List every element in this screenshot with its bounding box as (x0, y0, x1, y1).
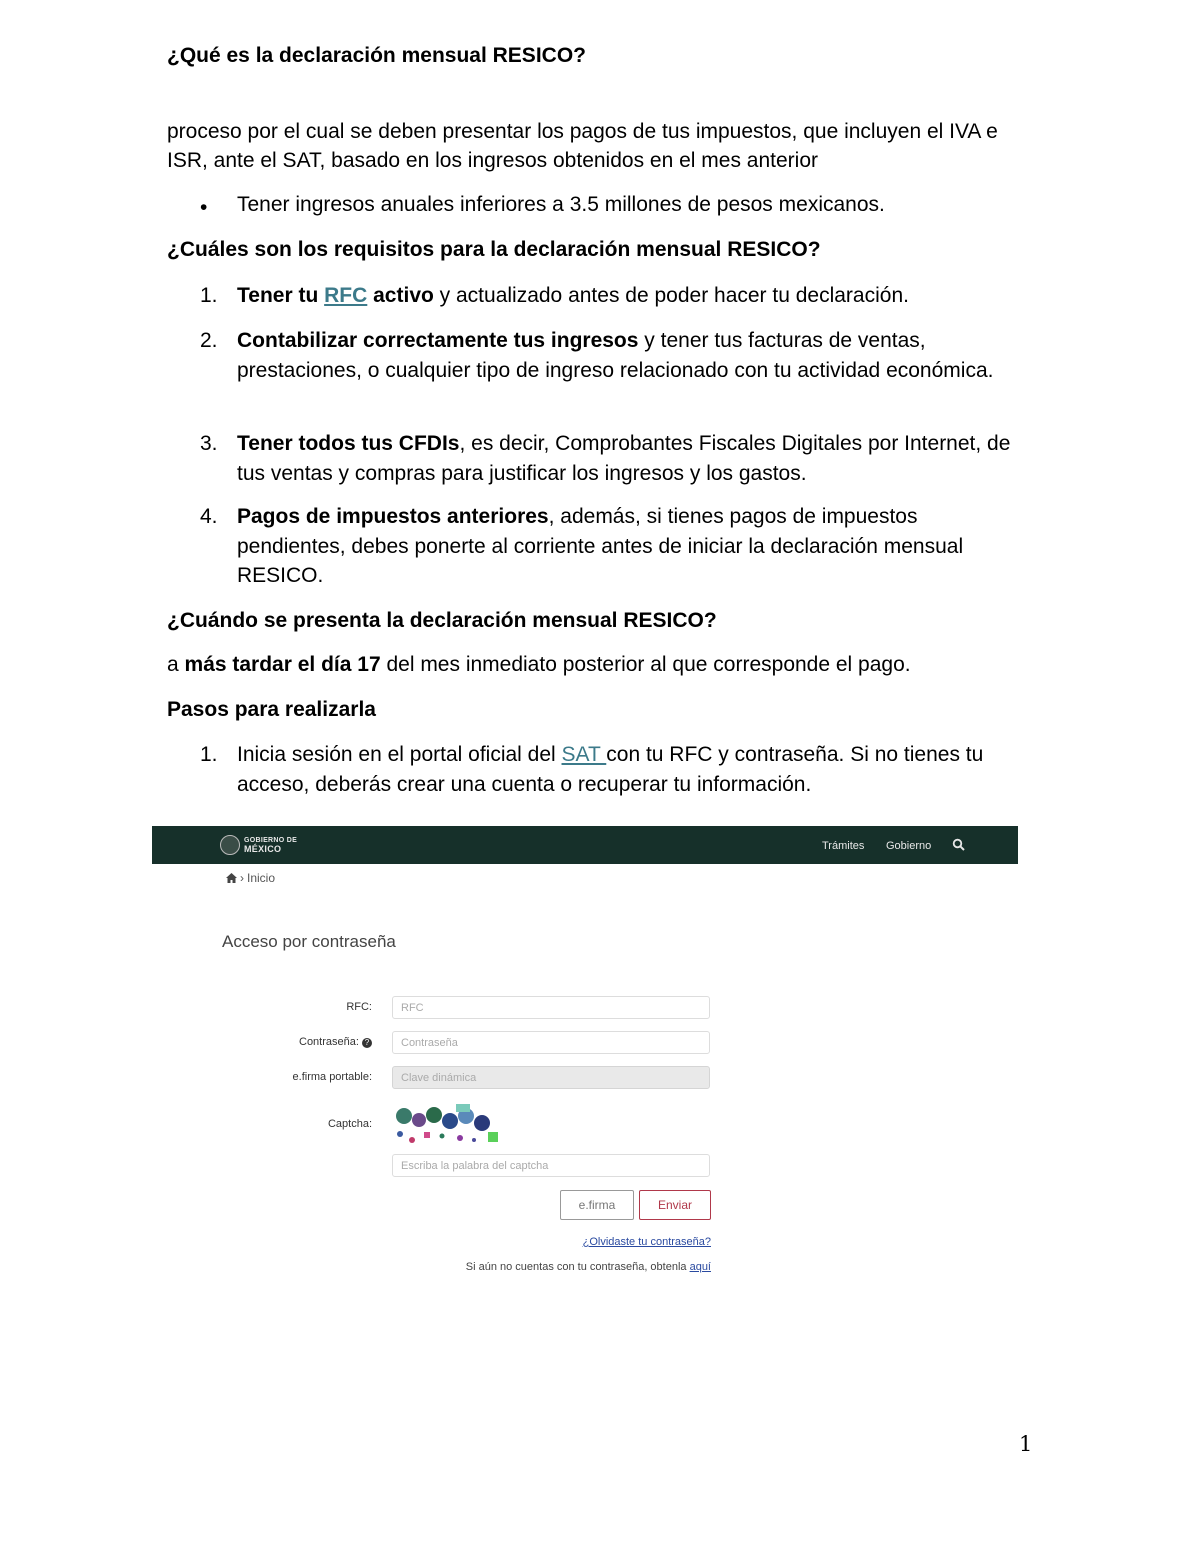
captcha-label: Captcha: (327, 1118, 372, 1130)
requirement-text: , además, si tienes pagos de impuestos pendientes, debes ponerte al corriente antes de iniciar la declaración mensual RESICO. (237, 505, 964, 587)
password-input[interactable]: Contraseña (392, 1031, 710, 1054)
login-title: Acceso por contraseña (222, 932, 396, 951)
requirement-bold: Pagos de impuestos anteriores (237, 505, 549, 528)
when-pre: a (167, 653, 185, 676)
when-rest: del mes inmediato posterior al que corresponde el pago. (380, 653, 911, 676)
list-number: 3. (200, 432, 218, 455)
logo-line1: GOBIERNO DE (244, 837, 298, 844)
rfc-input[interactable]: RFC (392, 996, 710, 1019)
nav-gobierno[interactable]: Gobierno (886, 840, 932, 852)
requirement-text: y actualizado antes de poder hacer tu declaración. (433, 284, 909, 307)
requirement-text: , es decir, Comprobantes Fiscales Digitales por Internet, de tus ventas y compras para justificar los ingresos y los gastos. (237, 432, 1011, 485)
no-account-text (352, 1261, 711, 1273)
help-icon[interactable]: ? (362, 1038, 372, 1048)
requirement-text: y tener tus facturas de ventas, prestaciones, o cualquier tipo de ingreso relacionado con tu actividad económica. (237, 329, 994, 382)
list-number: 2. (200, 329, 218, 352)
nav-tramites[interactable]: Trámites (822, 840, 865, 852)
captcha-image (394, 1104, 500, 1146)
forgot-password-link[interactable]: ¿Olvidaste tu contraseña? (582, 1236, 711, 1248)
heading-when: ¿Cuándo se presenta la declaración mensual RESICO? (167, 609, 717, 632)
password-label (152, 1036, 372, 1048)
intro-paragraph: proceso por el cual se deben presentar los pagos de tus impuestos, que incluyen el IVA e ISR, ante el SAT, basado en los ingresos obtenidos en el mes anterior (167, 120, 998, 172)
sat-login-screenshot (152, 826, 1018, 1296)
list-number: 4. (200, 505, 218, 528)
rfc-link[interactable]: RFC (324, 284, 368, 307)
send-button[interactable]: Enviar (639, 1190, 711, 1220)
captcha-input[interactable]: Escriba la palabra del captcha (392, 1154, 710, 1177)
list-number: 1. (200, 284, 218, 307)
bullet-item-text: Tener ingresos anuales inferiores a 3.5 millones de pesos mexicanos. (237, 193, 885, 216)
efirma-button[interactable]: e.firma (560, 1190, 634, 1220)
rfc-label: RFC: (346, 1001, 372, 1013)
search-icon[interactable] (952, 838, 966, 852)
bullet-icon: • (200, 196, 208, 219)
no-account-label: Si aún no cuentas con tu contraseña, obtenla (465, 1261, 690, 1273)
heading-requirements: ¿Cuáles son los requisitos para la declaración mensual RESICO? (167, 238, 821, 261)
requirement-bold: Tener tu (237, 284, 325, 307)
gobierno-logo (220, 835, 297, 855)
logo-line2: MÉXICO (244, 844, 282, 854)
requirement-bold: activo (367, 284, 434, 307)
efirma-label: e.firma portable: (292, 1071, 372, 1083)
page-number: 1 (1019, 1432, 1033, 1456)
step-text: Inicia sesión en el portal oficial del (237, 743, 562, 766)
heading-steps: Pasos para realizarla (167, 698, 376, 721)
obtain-here-link[interactable]: aquí (689, 1261, 711, 1273)
navbar (152, 826, 1018, 864)
breadcrumb-inicio[interactable]: Inicio (247, 871, 276, 885)
sat-link[interactable]: SAT (561, 743, 607, 766)
seal-icon (220, 835, 240, 855)
breadcrumb-sep: › (240, 871, 244, 885)
breadcrumb (226, 871, 275, 885)
when-bold: más tardar el día 17 (184, 653, 381, 676)
list-number: 1. (200, 743, 218, 766)
efirma-input: Clave dinámica (392, 1066, 710, 1089)
requirement-bold: Tener todos tus CFDIs (237, 432, 460, 455)
step-text: con tu RFC y contraseña. Si no tienes tu acceso, deberás crear una cuenta o recuperar tu información. (237, 743, 984, 796)
password-label-text: Contraseña: (299, 1036, 359, 1048)
home-icon[interactable] (226, 873, 237, 883)
heading-what-is: ¿Qué es la declaración mensual RESICO? (167, 44, 586, 67)
requirement-bold: Contabilizar correctamente tus ingresos (237, 329, 639, 352)
when-paragraph (167, 650, 1027, 679)
